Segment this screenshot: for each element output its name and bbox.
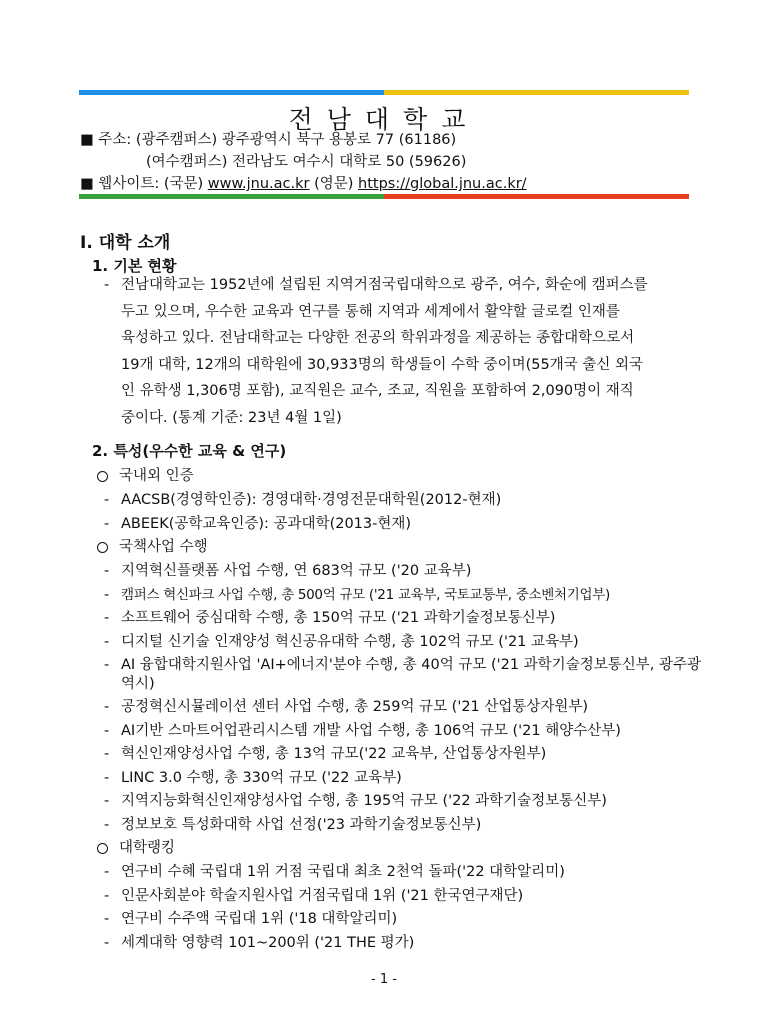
- dash-bullet: -: [104, 864, 110, 880]
- list-item-text: 연구비 수주액 국립대 1위 ('18 대학알리미): [121, 911, 398, 927]
- dash-bullet: -: [104, 657, 110, 673]
- paragraph-line: [104, 378, 702, 405]
- dash-bullet: -: [104, 633, 110, 650]
- dash-bullet: -: [104, 746, 110, 762]
- dash-bullet: -: [104, 563, 110, 579]
- paragraph-line: [104, 352, 702, 379]
- dash-bullet: -: [104, 722, 110, 739]
- circle-bullet-icon: [97, 542, 108, 553]
- paragraph-line: [104, 325, 702, 352]
- group-title: 국책사업 수행: [119, 539, 208, 555]
- website-line: [80, 172, 527, 193]
- paragraph-text: 중이다. (통계 기준: 23년 4월 1일): [121, 409, 342, 426]
- list-item-text: 인문사회분야 학술지원사업 거점국립대 1위 ('21 한국연구재단): [121, 887, 524, 904]
- list-group-heading: [95, 839, 705, 863]
- list-item: [95, 515, 705, 539]
- circle-bullet-icon: [97, 843, 108, 854]
- group-title: 국내외 인증: [119, 468, 194, 484]
- website-prefix: ■ 웹사이트: (국문): [80, 176, 208, 192]
- list-item: [95, 656, 705, 698]
- list-item: [95, 633, 705, 657]
- list-item-text: ABEEK(공학교육인증): 공과대학(2013-현재): [121, 515, 412, 532]
- document-title: 전남대학교: [288, 105, 480, 134]
- list-item: [95, 934, 705, 958]
- website-mid: (영문): [309, 176, 359, 192]
- bar-segment-yellow: [384, 90, 689, 95]
- subsection-heading-basic: 1. 기본 현황: [92, 257, 177, 275]
- list-item: [95, 769, 705, 793]
- list-item: [95, 491, 705, 515]
- paragraph-text: 19개 대학, 12개의 대학원에 30,933명의 학생들이 수학 중이며(55개국 출신 외국: [121, 356, 644, 373]
- list-item-text: 캠퍼스 혁신파크 사업 수행, 총 500억 규모 ('21 교육부, 국토교통부, 중소벤처기업부): [121, 586, 610, 603]
- list-group-heading: [95, 538, 705, 562]
- list-item-text: 정보보호 특성화대학 사업 선정('23 과학기술정보통신부): [121, 816, 482, 833]
- list-item-text: 연구비 수혜 국립대 1위 거점 국립대 최초 2천억 돌파('22 대학알리미): [121, 864, 565, 880]
- address-line-yeosu: (여수캠퍼스) 전라남도 여수시 대학로 50 (59626): [146, 154, 467, 170]
- address-line-gwangju: ■ 주소: (광주캠퍼스) 광주광역시 북구 용봉로 77 (61186): [80, 132, 457, 148]
- dash-bullet: -: [104, 934, 110, 951]
- dash-bullet: -: [104, 816, 110, 833]
- header-color-bar-top: [79, 90, 689, 95]
- list-item: [95, 586, 705, 610]
- paragraph-text: 두고 있으며, 우수한 교육과 연구를 통해 지역과 세계에서 활약할 글로컬 인재를: [121, 303, 620, 320]
- list-item: [95, 609, 705, 633]
- features-list: [95, 467, 705, 957]
- list-item: [95, 863, 705, 887]
- list-item: [95, 816, 705, 840]
- header-color-bar-bottom: [79, 194, 689, 199]
- bar-segment-red: [384, 194, 689, 199]
- dash-bullet: -: [104, 586, 110, 603]
- basic-status-paragraph: [104, 272, 702, 431]
- dash-bullet: -: [104, 887, 110, 904]
- bar-segment-green: [79, 194, 384, 199]
- list-item: [95, 745, 705, 769]
- list-item-text: 디지털 신기술 인재양성 혁신공유대학 수행, 총 102억 규모 ('21 교육부): [121, 633, 579, 650]
- list-item: [95, 562, 705, 586]
- dash-bullet: -: [104, 793, 110, 809]
- paragraph-text: 전남대학교는 1952년에 설립된 지역거점국립대학으로 광주, 여수, 화순에 캠퍼스를: [121, 277, 648, 293]
- section-heading: Ⅰ. 대학 소개: [80, 233, 171, 253]
- paragraph-text: 인 유학생 1,306명 포함), 교직원은 교수, 조교, 직원을 포함하여 2,090명이 재직: [121, 383, 634, 399]
- list-group-heading: [95, 467, 705, 491]
- paragraph-line: [104, 272, 702, 299]
- group-title: 대학랭킹: [119, 840, 176, 856]
- list-item-text: 세계대학 영향력 101~200위 ('21 THE 평가): [121, 934, 415, 951]
- dash-bullet: -: [104, 492, 110, 508]
- bar-segment-blue: [79, 90, 384, 95]
- list-item: [95, 792, 705, 816]
- list-item-text: 혁신인재양성사업 수행, 총 13억 규모('22 교육부, 산업통상자원부): [121, 746, 547, 762]
- list-item-text: LINC 3.0 수행, 총 330억 규모 ('22 교육부): [121, 769, 402, 786]
- list-item-text: 소프트웨어 중심대학 수행, 총 150억 규모 ('21 과학기술정보통신부): [121, 610, 556, 626]
- paragraph-line: [104, 405, 702, 432]
- list-item-text: 지역지능화혁신인재양성사업 수행, 총 195억 규모 ('22 과학기술정보통신부): [121, 793, 607, 809]
- paragraph-line: [104, 299, 702, 326]
- dash-bullet: -: [104, 911, 110, 927]
- dash-bullet: -: [104, 515, 110, 532]
- list-item: [95, 910, 705, 934]
- list-item: [95, 698, 705, 722]
- website-en-link[interactable]: https://global.jnu.ac.kr/: [358, 176, 527, 192]
- dash-bullet: -: [104, 610, 110, 626]
- circle-bullet-icon: [97, 471, 108, 482]
- dash-bullet: -: [104, 769, 110, 786]
- list-item: [95, 722, 705, 746]
- list-item-text: AI기반 스마트어업관리시스템 개발 사업 수행, 총 106억 규모 ('21 해양수산부): [121, 722, 621, 739]
- list-item: [95, 887, 705, 911]
- list-item-text: AACSB(경영학인증): 경영대학·경영전문대학원(2012-현재): [121, 492, 502, 508]
- list-item-text: AI 융합대학지원사업 'AI+에너지'분야 수행, 총 40억 규모 ('21 과학기술정보통신부, 광주광역시): [121, 657, 701, 692]
- list-item-text: 공정혁신시뮬레이션 센터 사업 수행, 총 259억 규모 ('21 산업통상자원부): [121, 699, 589, 715]
- subsection-heading-features: 2. 특성(우수한 교육 & 연구): [92, 442, 287, 460]
- dash-bullet: -: [104, 277, 110, 293]
- website-kr-link[interactable]: www.jnu.ac.kr: [207, 176, 310, 192]
- page-number: - 1 -: [371, 972, 397, 987]
- dash-bullet: -: [104, 699, 110, 715]
- paragraph-text: 육성하고 있다. 전남대학교는 다양한 전공의 학위과정을 제공하는 종합대학으로서: [121, 330, 635, 346]
- list-item-text: 지역혁신플랫폼 사업 수행, 연 683억 규모 ('20 교육부): [121, 563, 472, 579]
